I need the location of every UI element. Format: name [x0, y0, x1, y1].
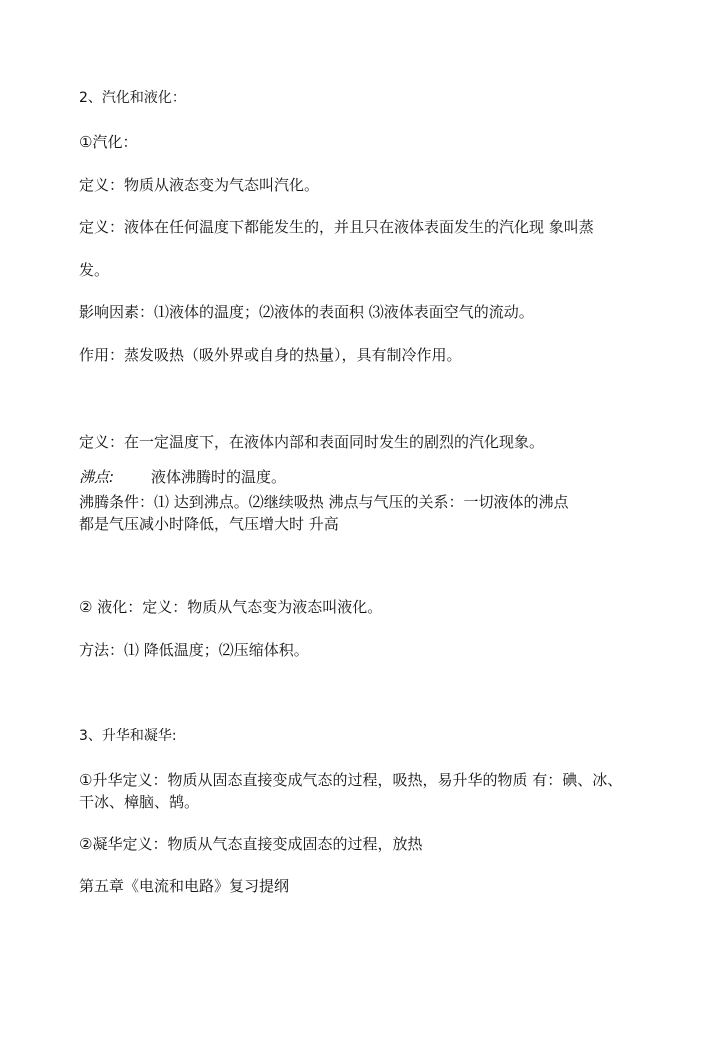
deposition-definition: ②凝华定义：物质从气态直接变成固态的过程，放热 — [79, 835, 423, 853]
definition-evaporation-line-2: 发。 — [79, 261, 110, 279]
evaporation-effect: 作用：蒸发吸热（吸外界或自身的热量），具有制冷作用。 — [79, 346, 462, 364]
evaporation-factors: 影响因素：⑴液体的温度；⑵液体的表面积 ⑶液体表面空气的流动。 — [79, 303, 534, 321]
boiling-point-term: 沸点: — [79, 468, 115, 486]
boiling-conditions-line-1: 沸腾条件：⑴ 达到沸点。⑵继续吸热 沸点与气压的关系：一切液体的沸点 — [79, 493, 569, 511]
boiling-point — [79, 467, 286, 487]
definition-vaporization: 定义：物质从液态变为气态叫汽化。 — [79, 176, 320, 194]
definition-evaporation-line-1: 定义：液体在任何温度下都能发生的，并且只在液体表面发生的汽化现 象叫蒸 — [79, 218, 594, 236]
boiling-conditions-line-2: 都是气压减小时降低，气压增大时 升高 — [79, 515, 339, 533]
liquefaction-definition: ② 液化：定义：物质从气态变为液态叫液化。 — [79, 598, 383, 616]
boiling-point-description: 液体沸腾时的温度。 — [151, 468, 287, 486]
section-heading-sublimation-deposition: 3、升华和凝华: — [79, 728, 177, 744]
subheading-vaporization: ①汽化： — [79, 133, 138, 151]
sublimation-definition-line-2: 干冰、樟脑、鹄。 — [79, 793, 200, 811]
chapter-five-title: 第五章《电流和电路》复习提纲 — [79, 877, 290, 895]
liquefaction-methods: 方法：⑴ 降低温度；⑵压缩体积。 — [79, 641, 309, 659]
sublimation-definition-line-1: ①升华定义：物质从固态直接变成气态的过程，吸热，易升华的物质 有：碘、冰、 — [79, 771, 623, 789]
definition-boiling: 定义：在一定温度下，在液体内部和表面同时发生的剧烈的汽化现象。 — [79, 433, 545, 451]
section-heading-vaporization-liquefaction: 2、汽化和液化： — [79, 90, 186, 106]
